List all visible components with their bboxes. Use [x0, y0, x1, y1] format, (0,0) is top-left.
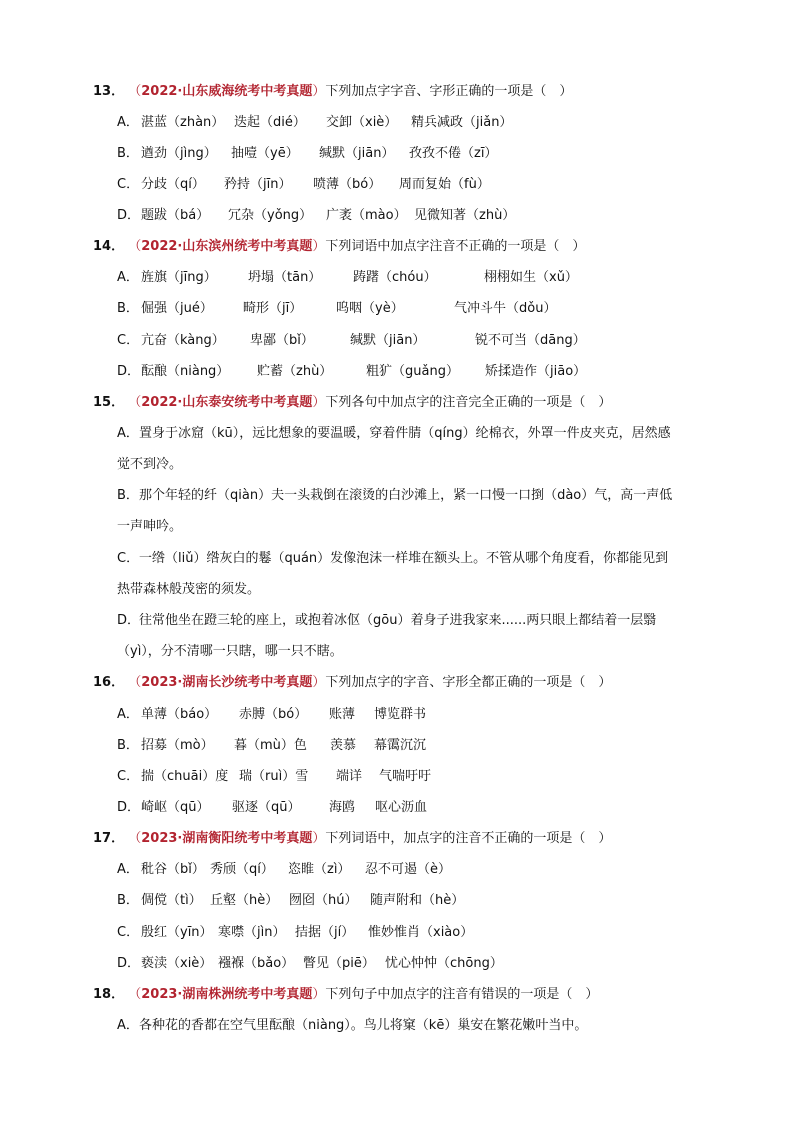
option-c: C．一绺（liǔ）绺灰白的鬈（quán）发像泡沫一样堆在额头上。不管从哪个角度看，你都能见到 [117, 551, 669, 566]
option-a-continuation: 觉不到冷。 [117, 457, 183, 472]
option-c: C． 分歧（qí） 矜持（jīn） 喷薄（bó） 周而复始（fù） [117, 177, 490, 192]
question-number: 15． [93, 395, 125, 410]
question-16-stem: 16． （2023·湖南长沙统考中考真题）下列加点字的字音、字形全都正确的一项是（ ） [93, 675, 612, 690]
option-d: D． 亵渎（xiè） 襁褓（bǎo） 瞥见（piē） 忧心忡忡（chōng） [117, 956, 503, 971]
option-d: D． 题跋（bá） 冗杂（yǒng） 广袤（mào） 见微知著（zhù） [117, 208, 516, 223]
question-source: 2022·山东威海统考中考真题 [141, 84, 313, 99]
option-d: D．往常他坐在蹬三轮的座上，或抱着冰伛（gōu）着身子进我家来......两只眼上都结着一层翳 [117, 613, 657, 628]
option-c: C． 揣（chuāi）度 瑞（ruì）雪 端详 气喘吁吁 [117, 769, 432, 784]
question-number: 18． [93, 987, 125, 1002]
question-number: 14． [93, 239, 125, 254]
option-a: A．置身于冰窟（kū），远比想象的要温暖，穿着件腈（qíng）纶棉衣，外罩一件皮夹克，居然感 [117, 426, 671, 441]
question-15-stem: 15． （2022·山东泰安统考中考真题）下列各句中加点字的注音完全正确的一项是（ ） [93, 395, 612, 410]
option-b: B． 遒劲（jìng） 抽噎（yē） 缄默（jiān） 孜孜不倦（zī） [117, 146, 498, 161]
question-text: 下列各句中加点字的注音完全正确的一项是（ ） [325, 395, 612, 410]
question-text: 下列加点字字音、字形正确的一项是（ ） [325, 84, 573, 99]
option-d: D． 酝酿（niàng） 贮蓄（zhù） 粗犷（guǎng） 矫揉造作（jiāo） [117, 364, 587, 379]
question-18-stem: 18． （2023·湖南株洲统考中考真题）下列句子中加点字的注音有错误的一项是（ ） [93, 987, 599, 1002]
option-b: B．那个年轻的纤（qiàn）夫一头栽倒在滚烫的白沙滩上，紧一口慢一口捯（dào）气，高一声低 [117, 488, 673, 503]
question-source: 2022·山东滨州统考中考真题 [141, 239, 313, 254]
option-a: A．各种花的香都在空气里酝酿（niàng）。鸟儿将窠（kē）巢安在繁花嫩叶当中。 [117, 1018, 588, 1033]
option-a: A． 单薄（báo） 赤膊（bó） 账薄 博览群书 [117, 707, 427, 722]
option-d-continuation: （yì），分不清哪一只瞎，哪一只不瞎。 [117, 644, 343, 659]
option-c: C． 亢奋（kàng） 卑鄙（bǐ） 缄默（jiān） 锐不可当（dāng） [117, 333, 586, 348]
option-b: B． 倔强（jué） 畸形（jī） 呜咽（yè） 气冲斗牛（dǒu） [117, 301, 557, 316]
question-13-stem: 13． （2022·山东威海统考中考真题）下列加点字字音、字形正确的一项是（ ） [93, 84, 573, 99]
option-b: B． 招募（mò） 暮（mù）色 羡慕 幕霭沉沉 [117, 738, 427, 753]
option-c: C． 殷红（yīn） 寒噤（jìn） 拮据（jí） 惟妙惟肖（xiào） [117, 925, 474, 940]
question-source: 2022·山东泰安统考中考真题 [141, 395, 313, 410]
question-text: 下列词语中加点字注音不正确的一项是（ ） [325, 239, 586, 254]
question-text: 下列词语中，加点字的注音不正确的一项是（ ） [325, 831, 612, 846]
option-a: A． 湛蓝（zhàn） 迭起（dié） 交卸（xiè） 精兵减政（jiǎn） [117, 115, 513, 130]
question-number: 17． [93, 831, 125, 846]
question-number: 13． [93, 84, 125, 99]
option-a: A． 秕谷（bǐ） 秀颀（qí） 恣睢（zì） 忍不可遏（è） [117, 862, 451, 877]
question-source: 2023·湖南长沙统考中考真题 [141, 675, 313, 690]
question-text: 下列加点字的字音、字形全都正确的一项是（ ） [325, 675, 612, 690]
question-source: 2023·湖南株洲统考中考真题 [141, 987, 313, 1002]
question-14-stem: 14． （2022·山东滨州统考中考真题）下列词语中加点字注音不正确的一项是（ ） [93, 239, 586, 254]
option-b-continuation: 一声呻吟。 [117, 519, 183, 534]
option-a: A． 旌旗（jīng） 坍塌（tān） 踌躇（chóu） 栩栩如生（xǔ） [117, 270, 578, 285]
question-17-stem: 17． （2023·湖南衡阳统考中考真题）下列词语中，加点字的注音不正确的一项是（ ） [93, 831, 612, 846]
option-c-continuation: 热带森林般茂密的须发。 [117, 582, 261, 597]
question-text: 下列句子中加点字的注音有错误的一项是（ ） [325, 987, 599, 1002]
question-source: 2023·湖南衡阳统考中考真题 [141, 831, 313, 846]
question-number: 16． [93, 675, 125, 690]
option-b: B． 倜傥（tì） 丘壑（hè） 囫囵（hú） 随声附和（hè） [117, 893, 465, 908]
option-d: D． 崎岖（qū） 驱逐（qū） 海鸥 呕心沥血 [117, 800, 428, 815]
